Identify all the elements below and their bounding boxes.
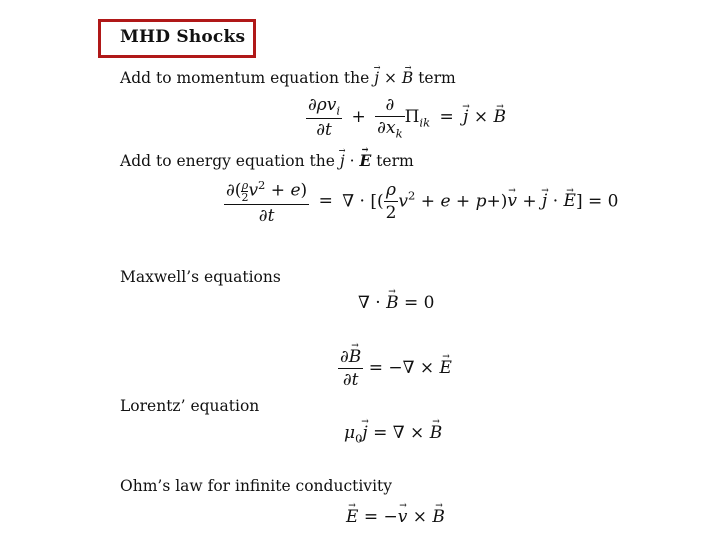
maxwell-faraday-equation: $\frac{\partial\to B}{\partial t}$ = −∇ × → E — [338, 347, 452, 390]
slide-title: MHD Shocks — [120, 27, 246, 47]
maxwell-label: Maxwell’s equations — [120, 268, 281, 286]
lorentz-equation: $\mu_0\to j$ = ∇ × → B — [344, 423, 442, 445]
momentum-label-pre: Add to momentum equation the — [120, 69, 375, 87]
lorentz-label: Lorentz’ equation — [120, 397, 260, 415]
momentum-equation: $\frac{\partial\rho v_i}{\partial t}$ + $\frac{\partial}{\partial x_k}$ $\Pi_{ik}$ = → j × → B — [306, 95, 506, 140]
energy-label: Add to energy equation the → j · → E term — [120, 151, 414, 170]
momentum-label-post: term — [413, 69, 456, 87]
energy-label-post: term — [371, 152, 414, 170]
energy-equation: ∂( $\frac{\rho}{2}$ $v^2 + e$) ∂t = ∇ · [( $\frac{\rho}{2}$ $v^2 + e + p+)\to v$ + → j · → E] = 0 — [224, 178, 618, 226]
maxwell-divergence-equation: ∇ · → B = 0 — [358, 293, 434, 313]
ohm-equation: → E = −→ v × → B — [346, 507, 445, 527]
ohm-label: Ohm’s law for infinite conductivity — [120, 477, 393, 495]
momentum-label: Add to momentum equation the → j × → B term — [120, 69, 456, 87]
energy-label-pre: Add to energy equation the — [120, 152, 340, 170]
